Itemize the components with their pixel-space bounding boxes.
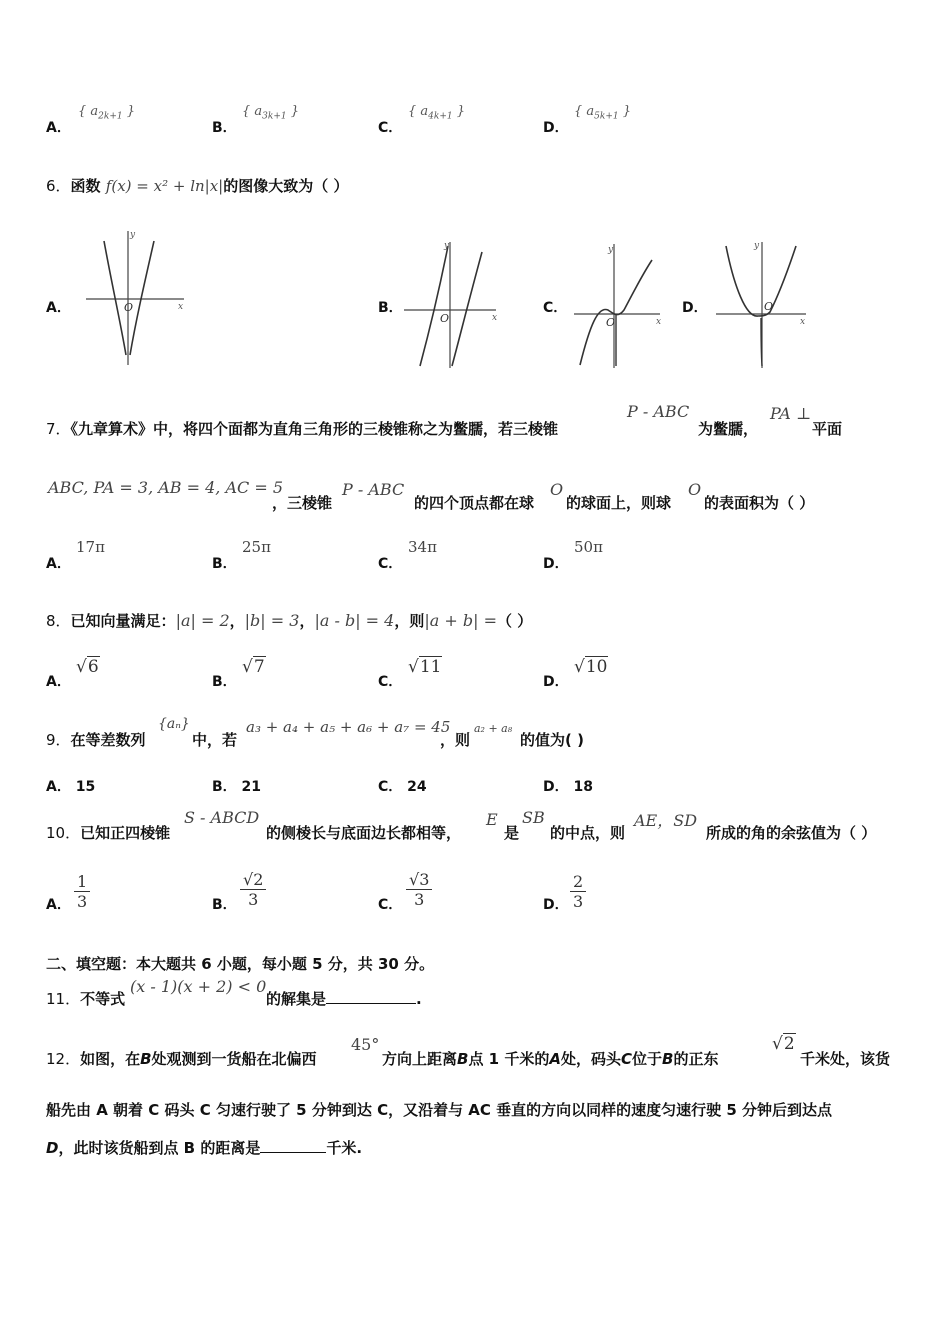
q11-number: 11．	[46, 990, 81, 1008]
q8-comma3: ，	[394, 612, 410, 630]
q9-option-b-letter: B．	[212, 779, 237, 795]
q8-option-a-radicand: 6	[87, 657, 99, 677]
q12-line1b	[382, 1048, 718, 1069]
q12-point-a: A	[549, 1050, 561, 1068]
q7-text4: ，三棱锥	[272, 494, 333, 512]
q9-option-a-value: 15	[75, 779, 96, 795]
q6-number: 6．	[46, 177, 71, 195]
q9-option-d-letter: D．	[543, 779, 569, 795]
q10-text3: 是	[504, 824, 520, 842]
q12-text-c: 方向上距离	[382, 1050, 458, 1068]
q10-option-d-label: D．	[543, 897, 569, 913]
q7-option-b-value: 25π	[242, 538, 271, 556]
q8-line	[46, 610, 532, 631]
q6-graph-d	[712, 236, 812, 371]
q10-option-c-denominator: 3	[414, 890, 425, 909]
q7-line1	[46, 418, 558, 439]
q5-option-b-label: B．	[212, 120, 237, 136]
q11-answer-blank[interactable]	[326, 1003, 416, 1004]
q12-point-d: D	[46, 1139, 59, 1157]
q10-math1: S - ABCD	[184, 808, 260, 827]
q10-option-d-numerator: 2	[570, 872, 586, 892]
q12-line1a	[46, 1048, 317, 1069]
q11-text2: 的解集是	[266, 990, 327, 1008]
q7-option-d-value: 50π	[574, 538, 603, 556]
q8-option-c-radicand: 11	[419, 657, 442, 677]
q10-option-b-numerator: √2	[240, 870, 266, 890]
q7-text2: 为鳖臑，	[698, 420, 759, 438]
q7-text1: 《九章算术》中，将四个面都为直角三角形的三棱锥称之为鳖臑，若三棱锥	[70, 420, 559, 438]
q7-math2: PA ⊥	[770, 404, 811, 423]
q7-text5: 的四个顶点都在球	[414, 494, 535, 512]
q6-suffix: 的图像大致为（ ）	[223, 177, 349, 195]
q7-text6: 的球面上，则球	[566, 494, 672, 512]
q6-formula: f(x) = x² + ln|x|	[105, 177, 224, 195]
q7-option-d-label: D．	[543, 556, 569, 572]
q9-option-a-label	[46, 776, 95, 796]
q8-number: 8．	[46, 612, 71, 630]
q8-text2: 则	[409, 612, 425, 630]
q6-graph-d-ylabel: y	[754, 241, 760, 251]
q10-option-b-fraction	[240, 870, 266, 909]
section-2-title: 二、填空题：本大题共 6 小题，每小题 5 分，共 30 分。	[46, 955, 435, 973]
q10-text2: 的侧棱长与底面边长都相等，	[266, 824, 462, 842]
q9-option-c-label	[378, 776, 427, 796]
q8-math4: |a + b| =	[424, 611, 498, 630]
q12-point-b3: B	[662, 1050, 674, 1068]
q10-option-a-label: A．	[46, 897, 71, 913]
q12-sqrt2-radicand: 2	[783, 1034, 795, 1054]
q6-graph-b-xlabel: x	[492, 313, 498, 323]
q6-prefix: 函数	[70, 177, 101, 195]
q12-angle: 45°	[351, 1035, 380, 1054]
q9-math2: a₃ + a₄ + a₅ + a₆ + a₇ = 45	[246, 718, 451, 736]
q6-graph-b-origin: O	[440, 312, 450, 325]
q6-option-d-label: D．	[682, 300, 708, 316]
q6-graph-d-origin: O	[764, 300, 774, 313]
q10-number: 10．	[46, 824, 81, 842]
q10-option-c-fraction	[406, 870, 432, 909]
q12-line3	[46, 1137, 362, 1158]
q10-option-d-fraction	[570, 872, 586, 911]
q9-math1: {aₙ}	[158, 716, 190, 732]
q9-option-b-label	[212, 776, 261, 796]
q9-option-d-label	[543, 776, 593, 796]
q7-math5: O	[550, 480, 564, 499]
q10-option-a-numerator: 1	[74, 872, 90, 892]
q12-number: 12．	[46, 1050, 81, 1068]
q9-text2: 中，若	[192, 731, 238, 749]
q12-point-b1: B	[140, 1050, 152, 1068]
q10-math2: E	[486, 810, 498, 829]
q7-option-c-label: C．	[378, 556, 403, 572]
q5-option-a-label: A．	[46, 120, 71, 136]
q8-comma2: ，	[299, 612, 315, 630]
q9-text3: ，则	[440, 731, 471, 749]
q5-option-d-label: D．	[543, 120, 569, 136]
q7-text7: 的表面积为（ ）	[704, 494, 815, 512]
q6-option-b-label: B．	[378, 300, 403, 316]
q10-math3: SB	[522, 808, 545, 827]
q12-text-f: 位于	[631, 1050, 662, 1068]
q10-text5: 所成的角的余弦值为（ ）	[706, 824, 877, 842]
q9-option-b-value: 21	[241, 779, 262, 795]
q8-text1: 已知向量满足：	[70, 612, 176, 630]
q5-option-a-value: { $a_{2k+1}$ }	[78, 104, 136, 122]
q7-option-a-value: 17π	[76, 538, 105, 556]
q10-text1: 已知正四棱锥	[80, 824, 171, 842]
q10-option-a-fraction	[74, 872, 90, 911]
q10-option-b-denominator: 3	[248, 890, 259, 909]
q7-math1: P - ABC	[627, 402, 690, 421]
q8-option-a-label: A．	[46, 674, 71, 690]
q5-option-c-sub: 4k+1	[428, 111, 453, 122]
q9-option-a-letter: A．	[46, 779, 71, 795]
q12-point-c: C	[620, 1050, 632, 1068]
q8-option-b-label: B．	[212, 674, 237, 690]
q9-text4: 的值为( )	[520, 731, 584, 749]
q5-option-a-sub: 2k+1	[98, 111, 123, 122]
q8-option-d-value: √10	[574, 657, 608, 677]
q11-text1: 不等式	[80, 990, 126, 1008]
q9-line	[46, 729, 146, 750]
q8-math3: |a - b| = 4	[314, 611, 395, 630]
q7-number: 7．	[46, 420, 71, 438]
q12-text-d: 点 1 千米的	[468, 1050, 550, 1068]
q12-text-h: 千米处，该货	[800, 1050, 891, 1068]
q6-option-c-label: C．	[543, 300, 568, 316]
q5-option-b-value: { $a_{3k+1}$ }	[242, 104, 300, 122]
q8-option-b-value: √7	[242, 657, 265, 677]
q6-graph-b-ylabel: y	[444, 241, 450, 251]
q12-text-g: 的正东	[673, 1050, 719, 1068]
q10-option-b-label: B．	[212, 897, 237, 913]
q7-math3: ABC, PA = 3, AB = 4, AC = 5	[48, 478, 284, 497]
q5-option-c-label: C．	[378, 120, 403, 136]
q7-option-c-value: 34π	[408, 538, 437, 556]
q10-option-a-denominator: 3	[77, 892, 88, 911]
q8-text3: （ ）	[497, 612, 533, 630]
q8-option-c-value: √11	[408, 657, 442, 677]
q12-answer-blank[interactable]	[260, 1152, 326, 1153]
q12-point-b2: B	[457, 1050, 469, 1068]
q7-text3: 平面	[812, 420, 843, 438]
q12-text-end: 千米.	[326, 1139, 363, 1157]
q6-option-a-label: A．	[46, 300, 71, 316]
q6-graph-c-origin: O	[606, 316, 616, 329]
q9-option-d-value: 18	[573, 779, 593, 795]
q8-option-a-value: √6	[76, 657, 99, 677]
q5-option-c-value: { $a_{4k+1}$ }	[408, 104, 466, 122]
q5-option-d-sub: 5k+1	[594, 111, 619, 122]
q7-option-a-label: A．	[46, 556, 71, 572]
q6-graph-a-xlabel: x	[178, 302, 184, 312]
q6-graph-c	[570, 240, 665, 370]
q11-end: .	[416, 990, 422, 1008]
q6-graph-c-xlabel: x	[656, 317, 662, 327]
q10-option-c-numerator: √3	[406, 870, 432, 890]
q12-text-line3: ，此时该货船到点 B 的距离是	[58, 1139, 261, 1157]
q9-option-c-letter: C．	[378, 779, 403, 795]
q12-sqrt2: √2	[772, 1034, 795, 1054]
q8-option-b-radicand: 7	[253, 657, 265, 677]
q8-math2: |b| = 3	[244, 611, 300, 630]
q6-graph-a	[82, 225, 212, 375]
q12-line2: 船先由 A 朝着 C 码头 C 匀速行驶了 5 分钟到达 C，又沿着与 AC 垂直的方向以同样的速度匀速行驶 5 分钟后到达点	[46, 1101, 833, 1119]
q6-graph-a-ylabel: y	[130, 230, 136, 240]
q12-text-e: 处，码头	[560, 1050, 621, 1068]
q8-math1: |a| = 2	[175, 611, 230, 630]
q5-option-b-sub: 3k+1	[262, 111, 287, 122]
q8-option-d-label: D．	[543, 674, 569, 690]
q6-graph-a-origin: O	[124, 301, 134, 314]
q10-math4: AE，SD	[634, 811, 698, 830]
q11-line	[46, 988, 125, 1009]
q11-math1: (x - 1)(x + 2) < 0	[130, 977, 267, 996]
q6-graph-c-ylabel: y	[608, 245, 614, 255]
q9-math3: a₂ + a₈	[474, 722, 513, 735]
q8-comma1: ，	[229, 612, 245, 630]
q9-text1: 在等差数列	[70, 731, 146, 749]
q5-option-d-value: { $a_{5k+1}$ }	[574, 104, 632, 122]
q7-math4: P - ABC	[342, 480, 405, 499]
q8-option-c-label: C．	[378, 674, 403, 690]
q11-answer-line	[266, 988, 422, 1009]
q10-line	[46, 822, 170, 843]
q9-number: 9．	[46, 731, 71, 749]
q12-text-b: 处观测到一货船在北偏西	[151, 1050, 317, 1068]
q6-graph-d-xlabel: x	[800, 317, 806, 327]
q10-option-d-denominator: 3	[573, 892, 584, 911]
q7-option-b-label: B．	[212, 556, 237, 572]
q10-option-c-label: C．	[378, 897, 403, 913]
q12-text-a: 如图，在	[80, 1050, 141, 1068]
q6-graph-b	[400, 236, 505, 371]
q10-text4: 的中点，则	[550, 824, 626, 842]
q9-option-c-value: 24	[407, 779, 427, 795]
q8-option-d-radicand: 10	[585, 657, 608, 677]
q7-math6: O	[688, 480, 702, 499]
